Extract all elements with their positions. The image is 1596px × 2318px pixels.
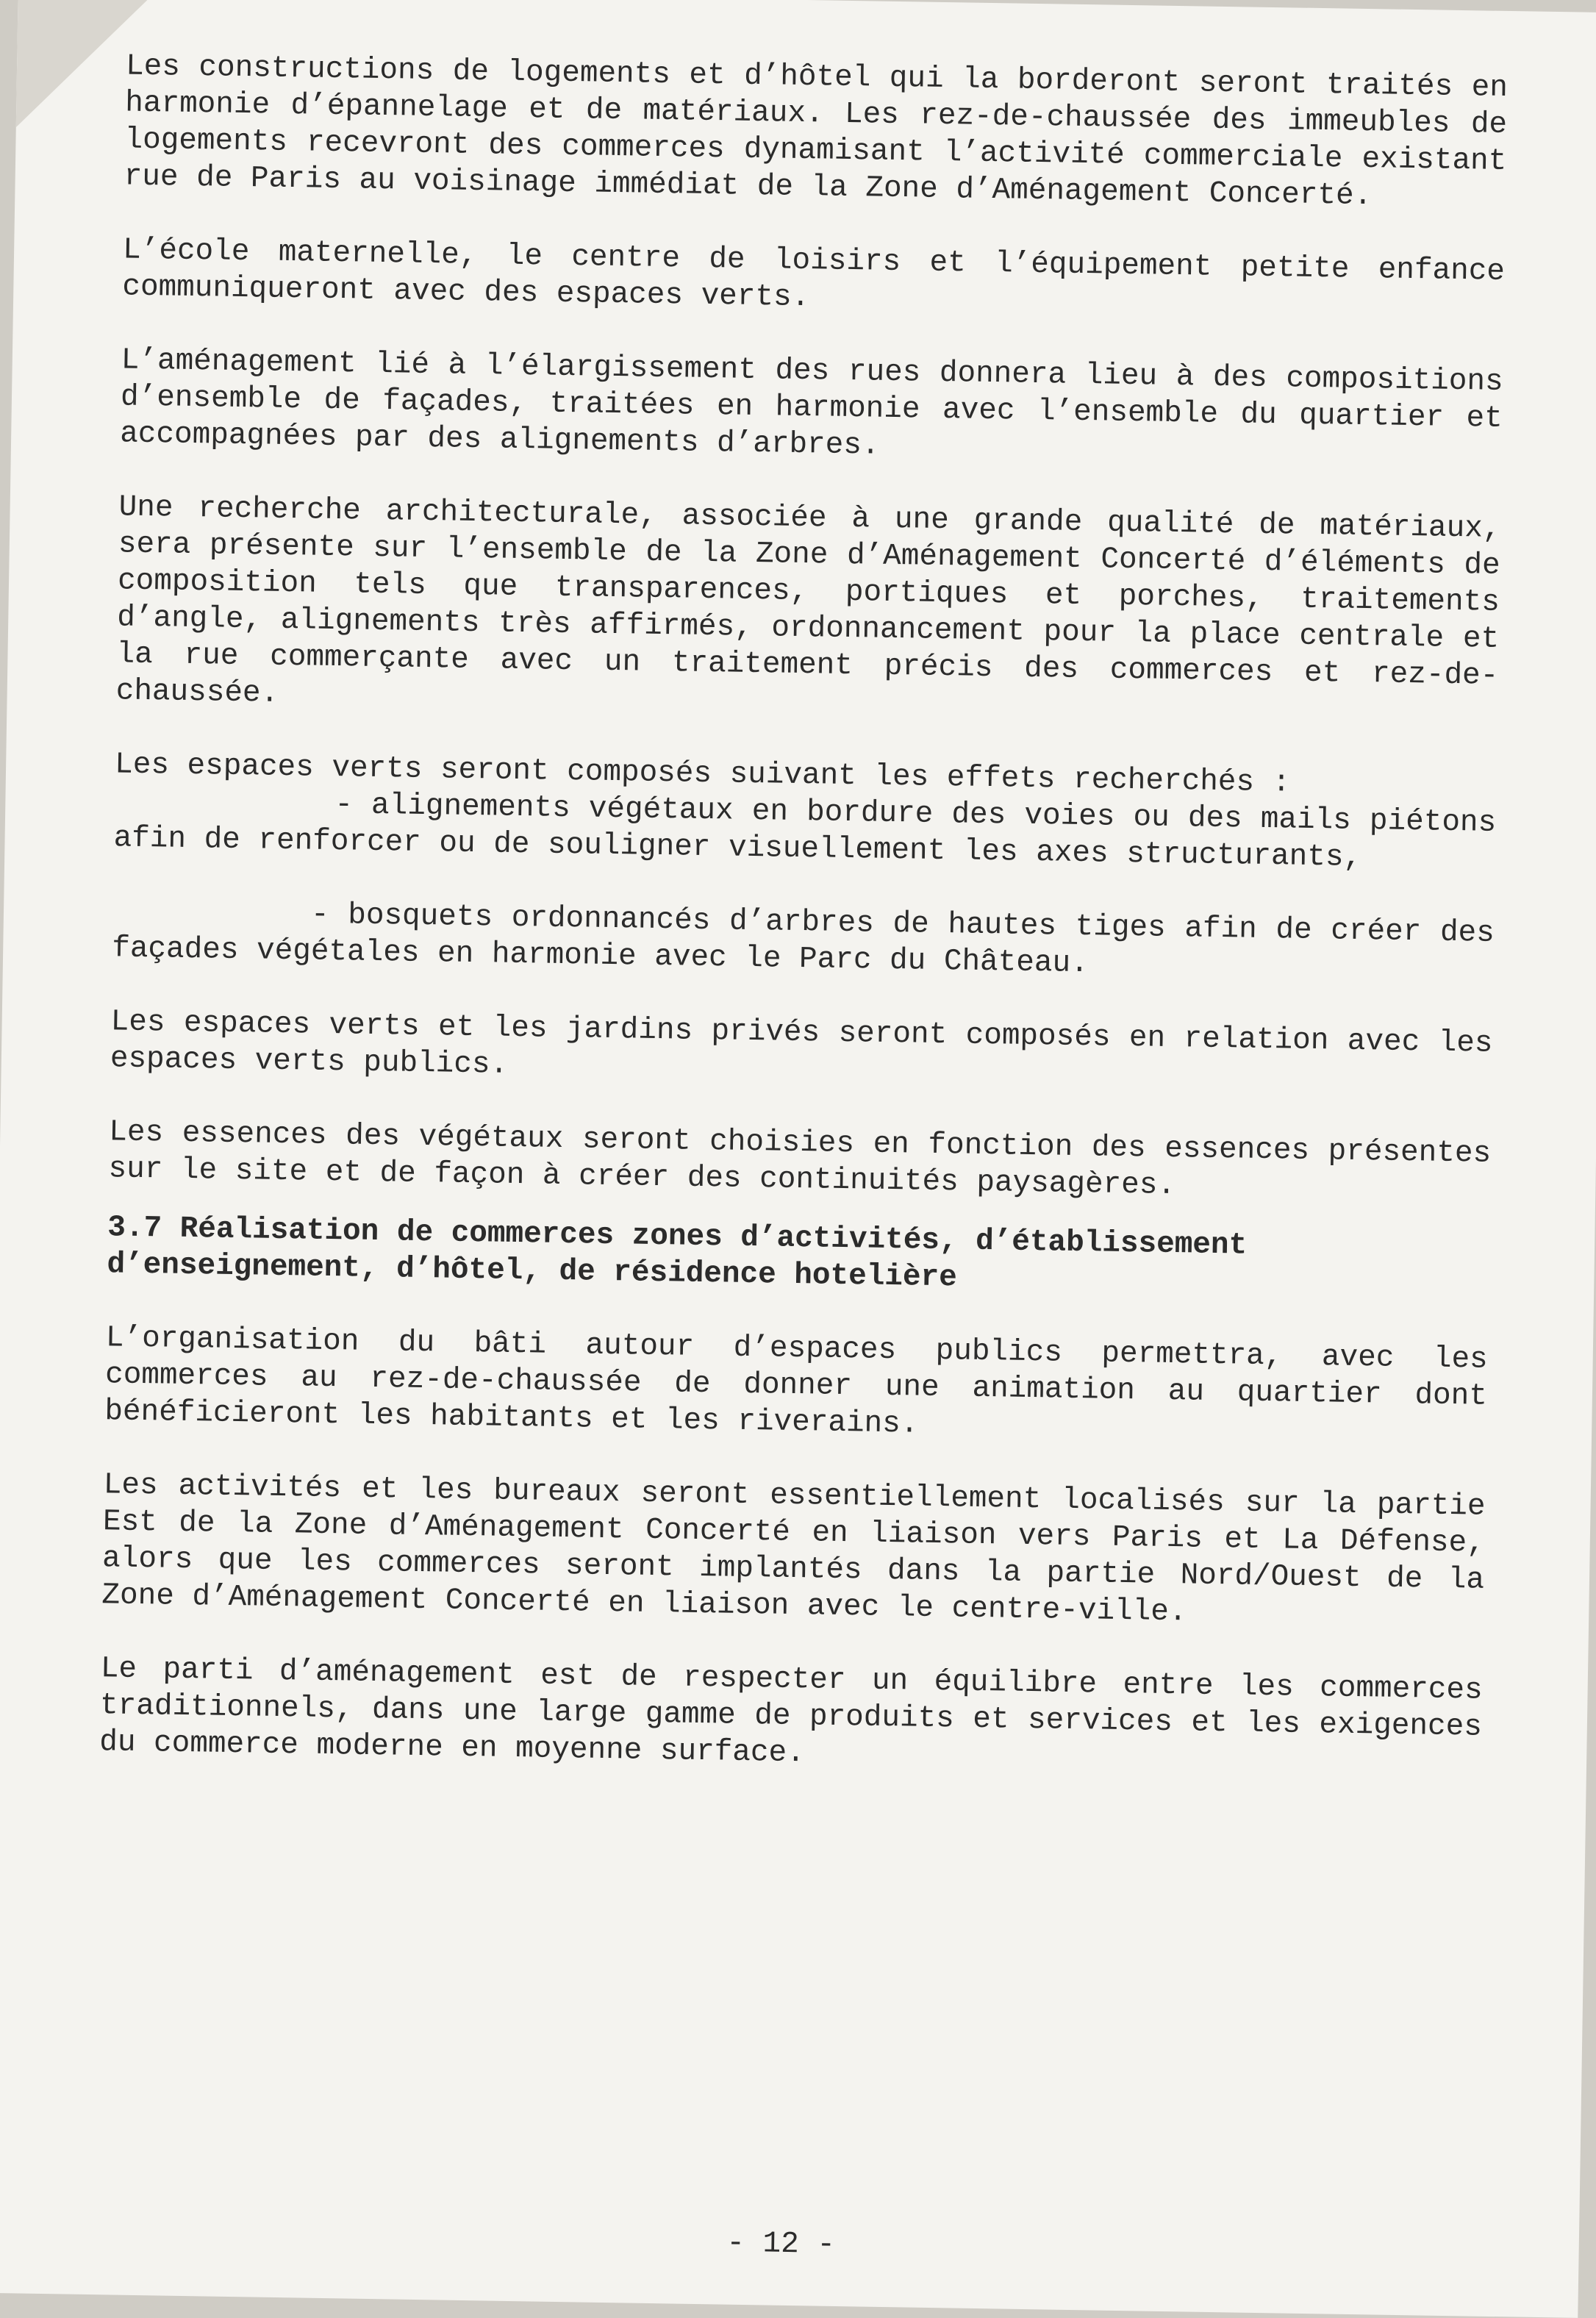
- paragraph-ecole: L’école maternelle, le centre de loisirs et l’équipement petite enfance communiqueront avec des espaces verts.: [122, 233, 1506, 315]
- page-number: - 12 -: [726, 2226, 836, 2262]
- list-item: - alignements végétaux en bordure des voies ou des mails piétons afin de renforcer ou de souligner visuellement les axes structurants,: [113, 788, 1497, 875]
- paragraph-recherche: Une recherche architecturale, associée à une grande qualité de matériaux, sera présente sur l’ensemble de la Zone d’Aménagement Concerté d’éléments de composition tels que transparences, portiques et porches, traitements d’angle, alignements très affirmés, ordonnancement pour la place centrale et la rue commerçante avec un traitement précis des commerces et rez-de-chaussée.: [115, 490, 1501, 711]
- section-heading: 3.7 Réalisation de commerces zones d’activités, d’établissement d’enseignement, d’hôtel, de résidence hotelière: [107, 1211, 1248, 1295]
- paragraph-activites: Les activités et les bureaux seront essentiellement localisés sur la partie Est de la Zone d’Aménagement Concerté en liaison vers Paris et La Défense, alors que les commerces seront implantés dans la partie Nord/Ouest de la Zone d’Aménagement Concerté en liaison avec le centre-ville.: [101, 1468, 1486, 1630]
- paragraph-jardins: Les espaces verts et les jardins privés seront composés en relation avec les espaces verts publics.: [110, 1005, 1493, 1082]
- paragraph-organisation: L’organisation du bâti autour d’espaces publics permettra, avec les commerces au rez-de-chaussée de donner une animation au quartier dont bénéficieront les habitants et les riverains.: [104, 1321, 1489, 1442]
- paragraph-parti: Le parti d’aménagement est de respecter un équilibre entre les commerces traditionnels, dans une large gamme de produits et services et les exigences du commerce moderne en moyenne surface.: [99, 1652, 1483, 1771]
- paragraph-amenagement: L’aménagement lié à l’élargissement des rues donnera lieu à des compositions d’ensemble de façades, traitées en harmonie avec l’ensemble du quartier et accompagnées par des alignements d’arbres.: [119, 343, 1503, 463]
- paragraph-espaces-verts-intro: Les espaces verts seront composés suivant les effets recherchés :: [114, 748, 1291, 801]
- list-item: - bosquets ordonnancés d’arbres de hautes tiges afin de créer des façades végétales en harmonie avec le Parc du Château.: [111, 898, 1495, 981]
- page-body: [99, 48, 1508, 1819]
- paragraph-essences: Les essences des végétaux seront choisies en fonction des essences présentes sur le site et de façon à créer des continuités paysagères.: [108, 1115, 1492, 1203]
- paragraph-constructions: Les constructions de logements et d’hôtel qui la borderont seront traités en harmonie d’épannelage et de matériaux. Les rez-de-chaussée des immeubles de logements recevront des commerces dynamisant l’activité commerciale existant rue de Paris au voisinage immédiat de la Zone d’Aménagement Concerté.: [124, 49, 1509, 214]
